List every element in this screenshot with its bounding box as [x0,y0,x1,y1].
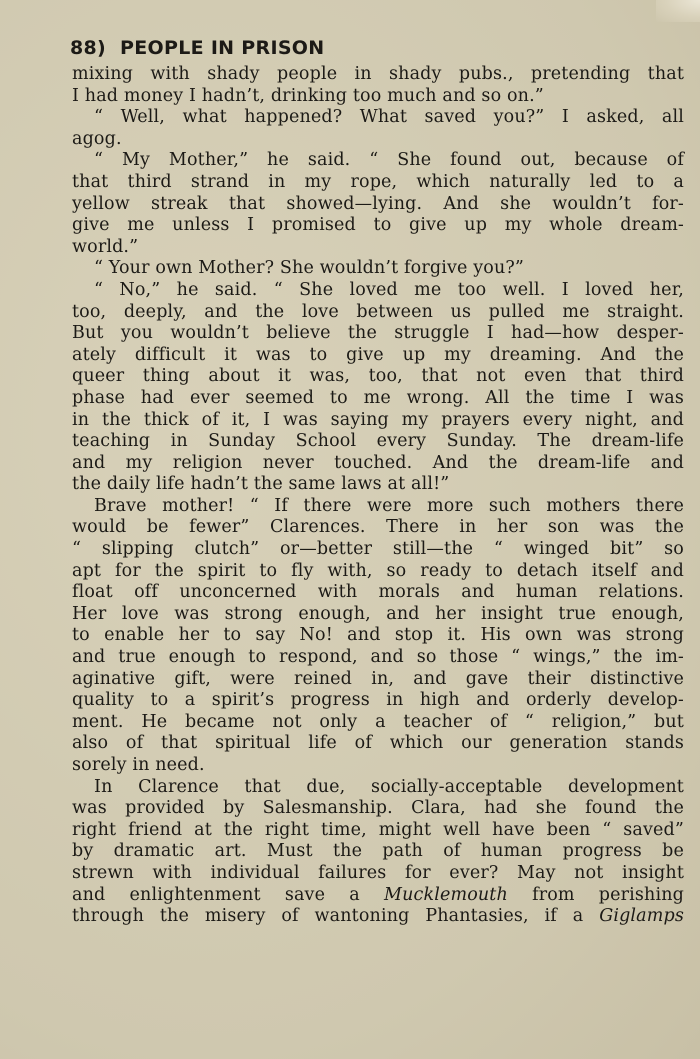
text-line [72,194,684,216]
text-line [72,172,684,194]
text-line [72,496,684,518]
text-line [72,712,684,734]
line-text: by dramatic art. Must the path of human progress be [72,841,684,862]
text-line [72,777,684,799]
line-text: also of that spiritual life of which our generation stands [72,733,684,754]
text-line [72,841,684,863]
text-line [72,302,684,324]
line-text: and true enough to respond, and so those “ wings,” the im- [72,647,684,668]
line-text: In Clarence that due, socially-acceptable development [94,776,684,797]
line-text: ment. He became not only a teacher of “ religion,” but [72,711,684,732]
running-head [70,36,684,60]
running-title: PEOPLE IN PRISON [120,37,325,59]
text-line [72,604,684,626]
line-text: too, deeply, and the love between us pulled me straight. [72,301,684,322]
line-text: I had money I hadn’t, drinking too much and so on.” [72,85,544,106]
text-line [72,431,684,453]
line-text: strewn with individual failures for ever? May not insight [72,862,684,883]
line-text: phase had ever seemed to me wrong. All the time I was [72,387,684,408]
text-line [72,690,684,712]
text-line [72,820,684,842]
text-line [72,906,684,928]
text-line [72,517,684,539]
text-line [72,582,684,604]
line-text: apt for the spirit to fly with, so ready to detach itself and [72,560,684,581]
text-line [72,885,684,907]
text-line [72,798,684,820]
page-number: 88) [70,37,107,59]
line-text: to enable her to say No! and stop it. His own was strong [72,625,684,646]
line-text: through the misery of wantoning Phantasies, if a [72,906,600,927]
text-line [72,107,684,129]
text-line [72,561,684,583]
line-text: “ Well, what happened? What saved you?” I asked, all [94,107,684,128]
text-line [72,280,684,302]
text-line [72,86,684,108]
italic-name: Mucklemouth [384,884,508,905]
line-text: “ slipping clutch” or—better still—the “ winged bit” so [72,539,684,560]
line-text: “ Your own Mother? She wouldn’t forgive you?” [94,258,524,279]
text-line [72,237,684,259]
line-text: agog. [72,128,122,149]
text-line [72,150,684,172]
line-text: the daily life hadn’t the same laws at all!” [72,474,450,495]
text-line [72,647,684,669]
line-text: mixing with shady people in shady pubs., pretending that [72,64,684,84]
line-text: Brave mother! “ If there were more such mothers there [94,495,684,516]
line-text: queer thing about it was, too, that not even that third [72,366,684,387]
line-text: But you wouldn’t believe the struggle I had—how desper- [72,323,684,344]
text-line [72,129,684,151]
line-text: “ No,” he said. “ She loved me too well. I loved her, [94,279,684,300]
line-text: and enlightenment save a [72,884,384,905]
line-text: was provided by Salesmanship. Clara, had she found the [72,798,684,819]
text-line [72,215,684,237]
text-line [72,863,684,885]
text-line [72,669,684,691]
italic-name: Giglamps [599,906,684,927]
line-text: Her love was strong enough, and her insight true enough, [72,603,684,624]
line-text-after: from perishing [507,884,684,905]
line-text: right friend at the right time, might well have been “ saved” [72,819,684,840]
line-text: give me unless I promised to give up my whole dream- [72,215,684,236]
text-line [72,453,684,475]
line-text: sorely in need. [72,755,205,775]
text-line [72,388,684,410]
line-text: teaching in Sunday School every Sunday. The dream-life [72,431,684,452]
page-corner-smudge [656,0,700,22]
line-text: float off unconcerned with morals and human relations. [72,582,684,603]
text-line [72,366,684,388]
text-line [72,323,684,345]
line-text: aginative gift, were reined in, and gave their distinctive [72,668,684,689]
text-line [72,345,684,367]
line-text: in the thick of it, I was saying my prayers every night, and [72,409,684,430]
text-line [72,258,684,280]
line-text: world.” [72,236,139,257]
text-line [72,64,684,86]
line-text: “ My Mother,” he said. “ She found out, because of [94,150,684,171]
text-line [72,733,684,755]
line-text: quality to a spirit’s progress in high and orderly develop- [72,690,684,711]
line-text: ately difficult it was to give up my dreaming. And the [72,344,684,365]
text-line [72,474,684,496]
line-text: that third strand in my rope, which naturally led to a [72,171,684,192]
line-text: yellow streak that showed—lying. And she wouldn’t for- [72,193,684,214]
text-line [72,755,684,777]
book-page [72,36,684,928]
line-text: and my religion never touched. And the dream-life and [72,452,684,473]
text-line [72,625,684,647]
line-text: would be fewer” Clarences. There in her son was the [72,517,684,538]
text-line [72,410,684,432]
body-text [72,64,684,928]
text-line [72,539,684,561]
